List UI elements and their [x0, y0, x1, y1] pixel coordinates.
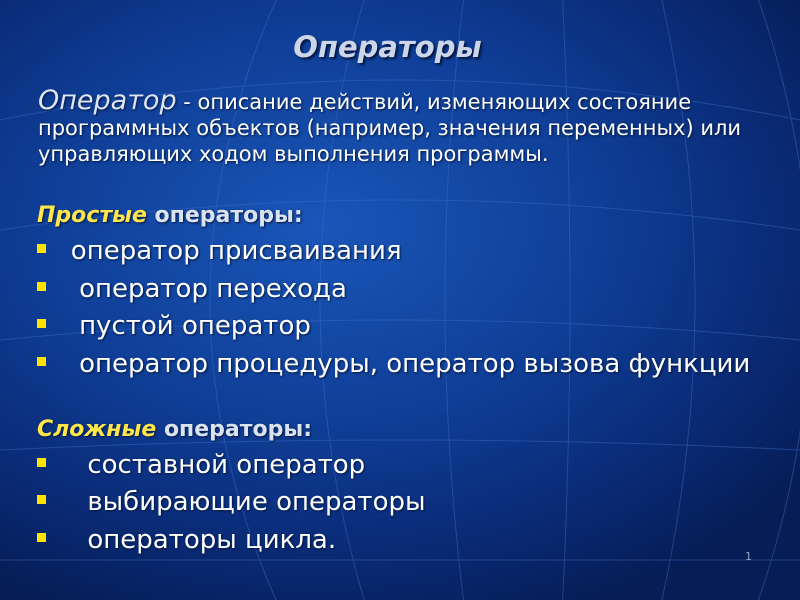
list-item-text: пустой оператор — [79, 311, 311, 341]
list-item-text: оператор присваивания — [70, 236, 402, 266]
list-item-text: оператор перехода — [79, 274, 347, 304]
square-bullet-icon — [37, 533, 46, 542]
definition-text: - описание действий, изменяющих состояние программных объектов (например, значения переменных) или управляющих ходом выполнения программы. — [38, 90, 742, 166]
complex-heading-rest: операторы: — [156, 417, 313, 442]
page-number: 1 — [745, 550, 752, 563]
list-item — [37, 274, 757, 305]
list-item-text: составной оператор — [87, 450, 366, 480]
square-bullet-icon — [37, 244, 46, 253]
simple-operators-heading — [37, 203, 303, 228]
complex-operators-heading — [37, 417, 312, 442]
list-item — [37, 236, 757, 267]
square-bullet-icon — [37, 495, 46, 504]
list-item — [37, 349, 757, 380]
list-item — [37, 311, 757, 342]
simple-heading-rest: операторы: — [146, 203, 303, 228]
list-item-text: оператор процедуры, оператор вызова функции — [79, 349, 751, 379]
definition-paragraph — [38, 85, 758, 167]
definition-term: Оператор — [38, 85, 177, 116]
list-item-text: выбирающие операторы — [87, 487, 426, 517]
list-item-text: операторы цикла. — [87, 525, 337, 555]
list-item — [37, 450, 757, 481]
square-bullet-icon — [37, 282, 46, 291]
list-item — [37, 487, 757, 518]
list-item — [37, 525, 757, 556]
square-bullet-icon — [37, 357, 46, 366]
slide-title: Операторы — [293, 30, 482, 64]
complex-heading-emphasis: Сложные — [37, 417, 157, 442]
square-bullet-icon — [37, 458, 46, 467]
simple-heading-emphasis: Простые — [37, 203, 147, 228]
square-bullet-icon — [37, 319, 46, 328]
